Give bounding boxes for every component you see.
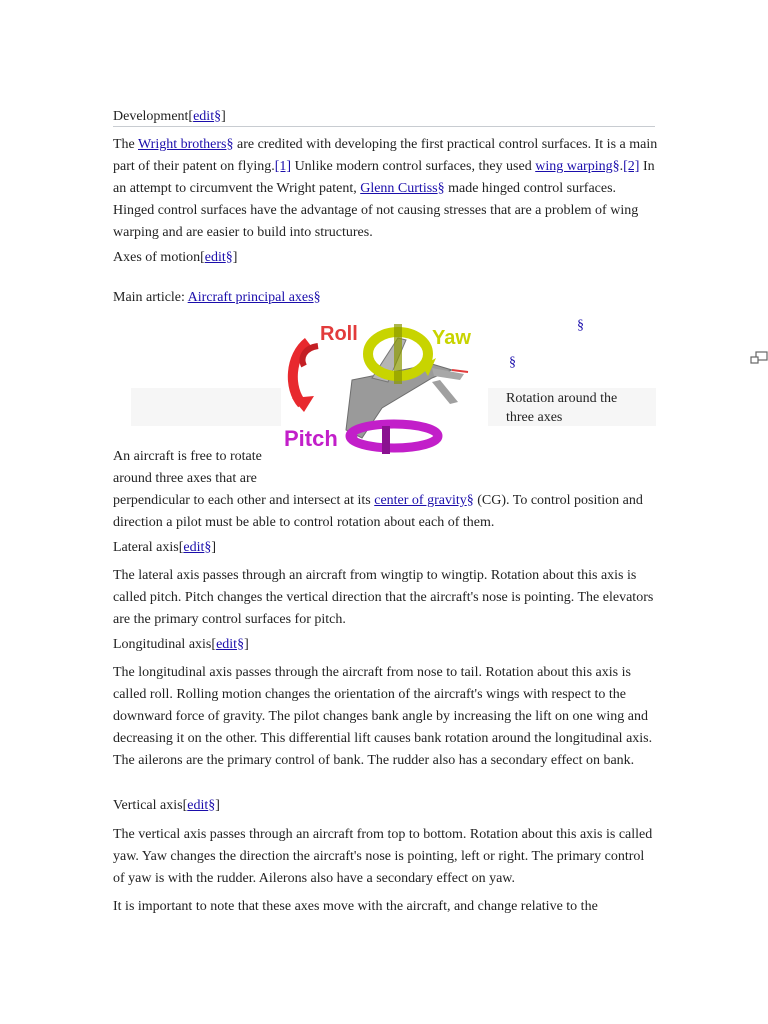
heading-divider — [113, 126, 655, 127]
text: Unlike modern control surfaces, they used — [291, 159, 536, 174]
link-aircraft-principal-axes[interactable]: Aircraft principal axes — [187, 290, 314, 305]
edit-link-vertical[interactable]: edit — [187, 798, 209, 813]
paragraph-axes-intro: An aircraft is free to rotate around three axes that are — [113, 449, 262, 486]
figure-section-anchor-mid[interactable]: § — [509, 355, 516, 370]
heading-development-title: Development — [113, 109, 189, 124]
section-anchor[interactable]: § — [612, 159, 620, 174]
section-anchor-development[interactable]: § — [214, 109, 222, 124]
link-wing-warping[interactable]: wing warping — [535, 159, 613, 174]
reference-1[interactable]: [1] — [274, 159, 292, 174]
pitch-label: Pitch — [284, 426, 338, 451]
main-article-hatnote — [113, 287, 658, 309]
link-center-of-gravity[interactable]: center of gravity — [374, 493, 467, 508]
text: . — [619, 159, 624, 174]
section-anchor-axes[interactable]: § — [225, 250, 233, 265]
edit-link-axes[interactable]: edit — [204, 250, 226, 265]
edit-link-longitudinal[interactable]: edit — [216, 637, 238, 652]
paragraph-vertical: The vertical axis passes through an aircraft from top to bottom. Rotation about this axis is called yaw. Yaw changes the direction the aircraft's nose is pointing, left or right. The primary control of yaw is with the rudder. Ailerons also have a secondary effect on yaw. — [113, 827, 653, 886]
yaw-label: Yaw — [432, 327, 471, 349]
aircraft-axes-image — [282, 318, 482, 458]
section-anchor[interactable]: § — [313, 290, 321, 305]
text: (CG). To control position and direction a pilot must be able to control rotation about each of them. — [113, 493, 643, 530]
edit-link-lateral[interactable]: edit — [183, 540, 205, 555]
text: are credited with developing the first practical control surfaces. It is a main part of their patent on flying. — [113, 137, 658, 174]
text: perpendicular to each other and intersect at its — [113, 493, 375, 508]
heading-axes-of-motion: Axes of motion[edit§] — [113, 250, 238, 265]
link-wright-brothers[interactable]: Wright brothers — [138, 137, 227, 152]
paragraph-development — [113, 134, 658, 244]
text: The — [113, 137, 139, 152]
section-anchor-longitudinal[interactable]: § — [237, 637, 245, 652]
heading-lateral-title: Lateral axis — [113, 540, 179, 555]
text: In an attempt to circumvent the Wright patent, — [113, 159, 655, 196]
section-anchor[interactable]: § — [226, 137, 234, 152]
heading-axes-title: Axes of motion — [113, 250, 201, 265]
edit-link-development[interactable]: edit — [193, 109, 215, 124]
link-glenn-curtiss[interactable]: Glenn Curtiss — [360, 181, 438, 196]
paragraph-final: It is important to note that these axes move with the aircraft, and change relative to the — [113, 899, 598, 914]
figure-left-panel — [131, 388, 281, 426]
reference-2[interactable]: [2] — [623, 159, 640, 174]
section-anchor[interactable]: § — [437, 181, 445, 196]
paragraph-longitudinal: The longitudinal axis passes through the aircraft from nose to tail. Rotation about this axis is called roll. Rolling motion changes the orientation of the aircraft's wings with respect to the downward force of gravity. The pilot changes bank angle by increasing the lift on one wing and decreasing it on the other. This differential lift causes bank rotation around the longitudinal axis. The ailerons are the primary control of bank. The rudder also has a secondary effect on bank. — [113, 665, 653, 768]
paragraph-axes-rest — [113, 490, 658, 534]
heading-vertical-axis: Vertical axis[edit§] — [113, 798, 220, 813]
main-article-label: Main article: — [113, 290, 188, 305]
heading-longitudinal-title: Longitudinal axis — [113, 637, 212, 652]
heading-longitudinal-axis: Longitudinal axis[edit§] — [113, 637, 249, 652]
section-anchor-vertical[interactable]: § — [208, 798, 216, 813]
roll-label: Roll — [320, 323, 358, 345]
section-anchor[interactable]: § — [466, 493, 474, 508]
paragraph-lateral: The lateral axis passes through an aircraft from wingtip to wingtip. Rotation about this axis is called pitch. Pitch changes the vertical direction that the aircraft's nose is pointing. The elevators are the primary control surfaces for pitch. — [113, 568, 654, 627]
heading-development: Development[edit§] — [113, 109, 226, 124]
text: made hinged control surfaces. Hinged control surfaces have the advantage of not causing stresses that are a problem of wing warping and are easier to build into structures. — [113, 181, 639, 240]
heading-vertical-title: Vertical axis — [113, 798, 183, 813]
figure-section-anchor-top[interactable]: § — [577, 318, 584, 333]
heading-lateral-axis: Lateral axis[edit§] — [113, 540, 217, 555]
enlarge-icon[interactable] — [750, 351, 768, 365]
section-anchor-lateral[interactable]: § — [204, 540, 212, 555]
figure-caption: Rotation around the three axes — [506, 391, 618, 425]
